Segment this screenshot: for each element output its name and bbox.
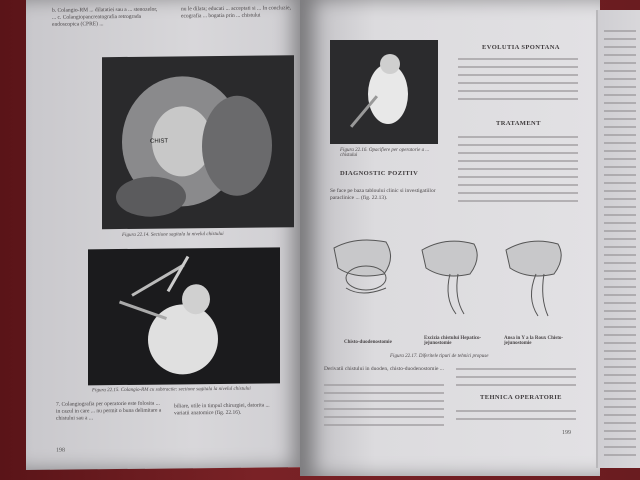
fig-22-15-caption: Figura 22.15. Colangio-RM cu subtractie: sectiune sagitala la nivelul chistului [92, 386, 251, 394]
diagram-ansa-roux [506, 241, 561, 316]
technique-heading: TEHNICA OPERATORIE [480, 394, 562, 401]
bottom-text-lines [324, 384, 444, 432]
evolution-text [458, 58, 578, 106]
fig-22-14-caption: Figura 22.14. Sectiune sagitala la nivelul chistului [122, 231, 224, 238]
treatment-text [458, 136, 578, 208]
fig-22-17-caption: Figura 22.17. Diferitele tipuri de tehnici propuse [390, 354, 489, 359]
diagram-label-2: Excizia chistului Hepatico-jejunostomie [424, 336, 482, 346]
left-intro-col2: nu le dilata; educati ... acceptati si ... In concluzie, ecografia ... bogatia prin ... chistului [181, 5, 291, 20]
left-intro-col1: b. Colangio-RM ... dilatatiei sau a ... stenozelor, ... c. Colangiopancreatografia retrograda endoscopica (CPRE) ... [52, 6, 158, 28]
technique-text [456, 410, 576, 426]
surgical-techniques-diagram [326, 228, 586, 338]
mrcp-image [88, 247, 280, 385]
left-page-number: 198 [56, 447, 65, 454]
chist-label: CHIST [150, 138, 168, 145]
left-page [26, 0, 306, 470]
treatment-heading: TRATAMENT [496, 120, 541, 127]
diagnosis-heading: DIAGNOSTIC POZITIV [340, 170, 419, 177]
evolution-heading: EVOLUTIA SPONTANA [482, 44, 560, 51]
diagnosis-text: Se face pe baza tabloului clinic si investigatiilor paraclinice ... (fig. 22.13). [330, 188, 436, 201]
next-page-edge [596, 10, 640, 468]
left-body-col2: biliare, utile in timpul chirurgiei, datorita ... variatii anatomice (fig. 22.16). [174, 402, 270, 417]
right-col-bottom-lines [456, 368, 576, 392]
diagram-label-3: Ansa in Y a la Roux Chisto-jejunostomie [504, 336, 564, 346]
intraop-cholangiogram-image [330, 40, 438, 144]
diagram-label-1: Chisto-duodenostomie [344, 340, 392, 345]
fig-22-16-caption: Figura 22.16. Opacifiere per operatorie a ... chistului [340, 148, 430, 158]
ct-scan-image [102, 55, 294, 229]
right-page [300, 0, 600, 476]
diagram-hepatico-jejunostomie [422, 241, 477, 314]
right-page-number: 199 [562, 430, 571, 436]
bottom-text: Derivatii chistului in duoden, chisto-duodenostomie ... [324, 366, 444, 372]
diagram-chisto-duodenostomie [334, 240, 391, 293]
left-body-col1: 7. Colangiografia per operatorie este folosita ... in cazul in care ... nu permit o buna delimitare a chistului sau a ... [56, 400, 162, 422]
